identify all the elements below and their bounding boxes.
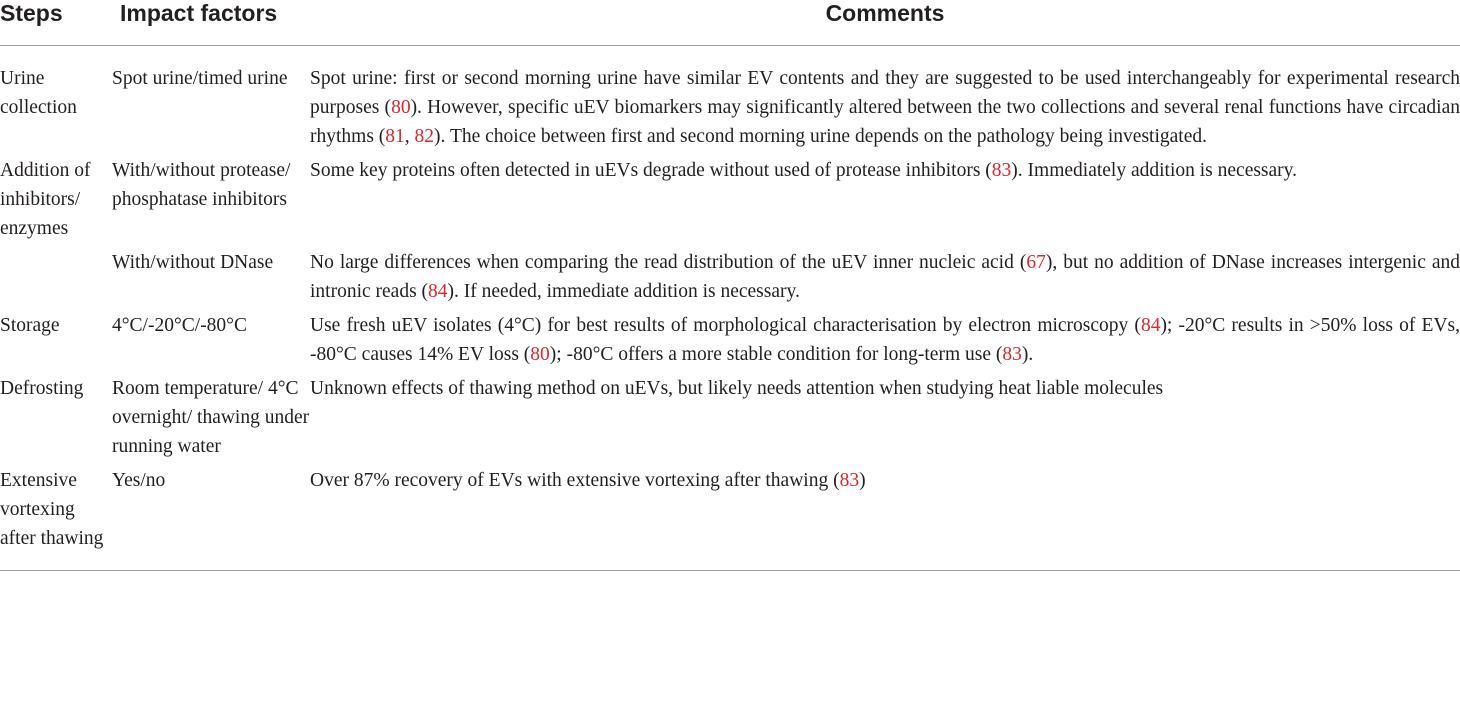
cell-impact-factor: Spot urine/timed urine bbox=[112, 68, 288, 89]
cell-step: Extensive vortexing after thawing bbox=[0, 466, 112, 571]
cell-comments bbox=[310, 311, 1460, 374]
cell-comments bbox=[310, 248, 1460, 311]
reference-link[interactable]: 84 bbox=[1140, 315, 1161, 336]
cell-impact-factor: With/without protease/ phosphatase inhibitors bbox=[112, 160, 291, 210]
table-row bbox=[0, 156, 1460, 248]
comment-text: ). If needed, immediate addition is necessary. bbox=[447, 281, 800, 302]
comment-text: ), but no addition of DNase increases intergenic and intronic reads ( bbox=[310, 252, 1460, 302]
table-row bbox=[0, 311, 1460, 374]
table-row bbox=[0, 374, 1460, 466]
reference-link[interactable]: 82 bbox=[414, 126, 435, 147]
cell-impact-factor: Yes/no bbox=[112, 466, 310, 571]
reference-link[interactable]: 67 bbox=[1026, 252, 1046, 273]
cell-impact-factor: 4°C/-20°C/-80°C bbox=[112, 315, 247, 336]
reference-link[interactable]: 80 bbox=[530, 344, 550, 365]
comment-text: Some key proteins often detected in uEVs degrade without used of protease inhibitors ( bbox=[310, 160, 992, 181]
cell-step: Defrosting bbox=[0, 378, 84, 399]
comment-text: , bbox=[404, 126, 415, 147]
reference-link[interactable]: 83 bbox=[991, 160, 1012, 181]
table-row bbox=[0, 46, 1460, 157]
comment-text: Unknown effects of thawing method on uEVs, but likely needs attention when studying heat liable molecules bbox=[310, 378, 1164, 399]
cell-comments bbox=[310, 46, 1460, 157]
cell-impact-factor: Room temperature/ 4°C overnight/ thawing under running water bbox=[112, 378, 310, 457]
reference-link[interactable]: 80 bbox=[391, 97, 411, 118]
cell-comments bbox=[310, 374, 1460, 466]
header-row bbox=[0, 0, 1460, 46]
comment-text: ); -80°C offers a more stable condition for long-term use ( bbox=[549, 344, 1003, 365]
cell-impact-factor: With/without DNase bbox=[112, 252, 274, 273]
cell-step: Addition of inhibitors/ enzymes bbox=[0, 160, 91, 239]
table-row bbox=[0, 466, 1460, 571]
cell-step bbox=[0, 248, 112, 311]
reference-link[interactable]: 83 bbox=[1002, 344, 1022, 365]
cell-comments bbox=[310, 466, 1460, 571]
comment-text: Use fresh uEV isolates (4°C) for best results of morphological characterisation by electron microscopy ( bbox=[310, 315, 1141, 336]
reference-link[interactable]: 81 bbox=[385, 126, 405, 147]
cell-comments bbox=[310, 156, 1460, 248]
reference-link[interactable]: 84 bbox=[428, 281, 448, 302]
table-header bbox=[0, 0, 1460, 46]
cell-step: Urine collection bbox=[0, 68, 77, 118]
comment-text: ). Immediately addition is necessary. bbox=[1011, 160, 1298, 181]
comment-text: Over 87% recovery of EVs with extensive vortexing after thawing ( bbox=[310, 470, 840, 491]
reference-link[interactable]: 83 bbox=[839, 470, 860, 491]
cell-step: Storage bbox=[0, 315, 60, 336]
table-body bbox=[0, 46, 1460, 571]
table-row bbox=[0, 248, 1460, 311]
comment-text: ); -20°C results in >50% loss of EVs, -80°C causes 14% EV loss ( bbox=[310, 315, 1460, 365]
comment-text: No large differences when comparing the read distribution of the uEV inner nucleic acid ( bbox=[310, 252, 1027, 273]
comment-text: ). However, specific uEV biomarkers may significantly altered between the two collections and several renal functions have circadian rhythms ( bbox=[310, 97, 1460, 147]
header-comments: Comments bbox=[310, 0, 1460, 46]
header-impact-factors: Impact factors bbox=[112, 0, 310, 46]
comment-text: ). bbox=[1021, 344, 1034, 365]
header-steps: Steps bbox=[0, 0, 112, 46]
comment-text: Spot urine: first or second morning urine have similar EV contents and they are suggested to be used interchangeably for experimental research purposes ( bbox=[310, 68, 1460, 118]
comment-text: ). The choice between first and second morning urine depends on the pathology being investigated. bbox=[434, 126, 1207, 147]
comment-text: ) bbox=[859, 470, 866, 491]
